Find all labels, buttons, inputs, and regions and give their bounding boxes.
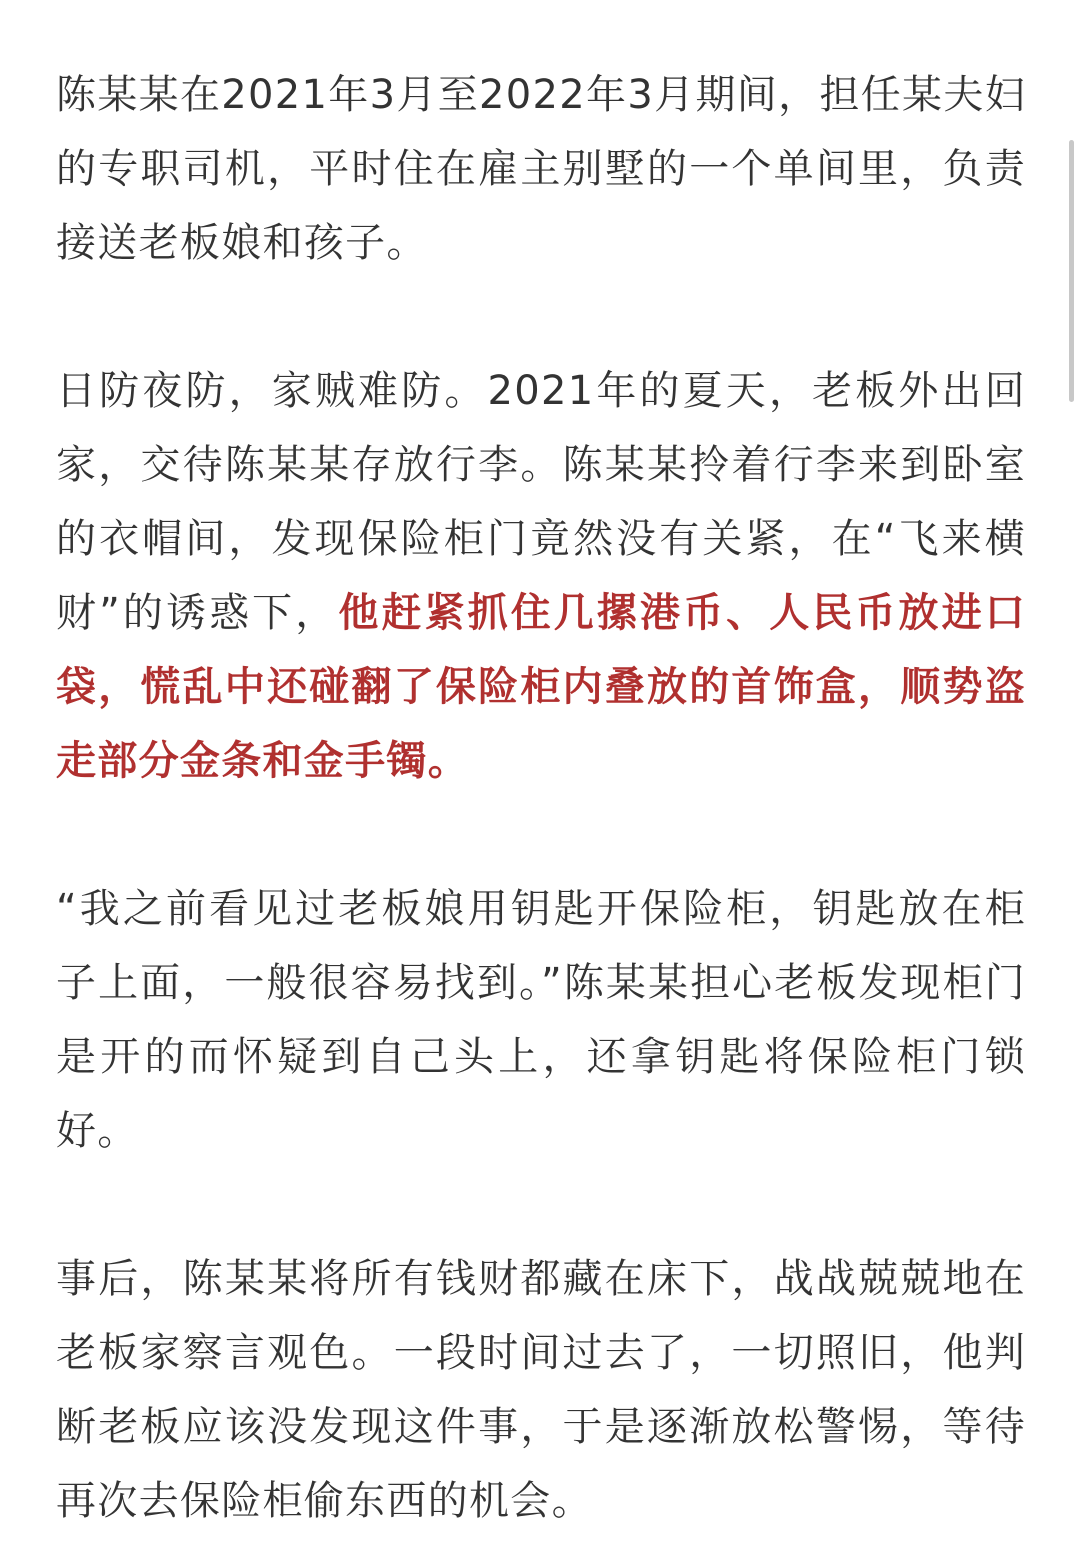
paragraph-theft-text: 日防夜防，家贼难防。2021年的夏天，老板外出回家，交待陈某某存放行李。陈某某拎着行李来到卧室的衣帽间，发现保险柜门竟然没有关紧，在“飞来横财”的诱惑下，: [56, 368, 1026, 636]
paragraph-aftermath: 事后，陈某某将所有钱财都藏在床下，战战兢兢地在老板家察言观色。一段时间过去了，一切照旧，他判断老板应该没发现这件事，于是逐渐放松警惕，等待再次去保险柜偷东西的机会。: [56, 1256, 1026, 1524]
paragraph-quote: “我之前看见过老板娘用钥匙开保险柜，钥匙放在柜子上面，一般很容易找到。”陈某某担心老板发现柜门是开的而怀疑到自己头上，还拿钥匙将保险柜门锁好。: [56, 886, 1026, 1154]
paragraph-intro: 陈某某在2021年3月至2022年3月期间，担任某夫妇的专职司机，平时住在雇主别墅的一个单间里，负责接送老板娘和孩子。: [56, 72, 1026, 266]
paragraph-theft: [56, 354, 1026, 798]
highlighted-text: 他赶紧抓住几摞港币、人民币放进口袋，慌乱中还碰翻了保险柜内叠放的首饰盒，顺势盗走部分金条和金手镯。: [56, 590, 1026, 784]
article-body: [56, 58, 1026, 1538]
scrollbar-thumb[interactable]: [1069, 140, 1074, 402]
